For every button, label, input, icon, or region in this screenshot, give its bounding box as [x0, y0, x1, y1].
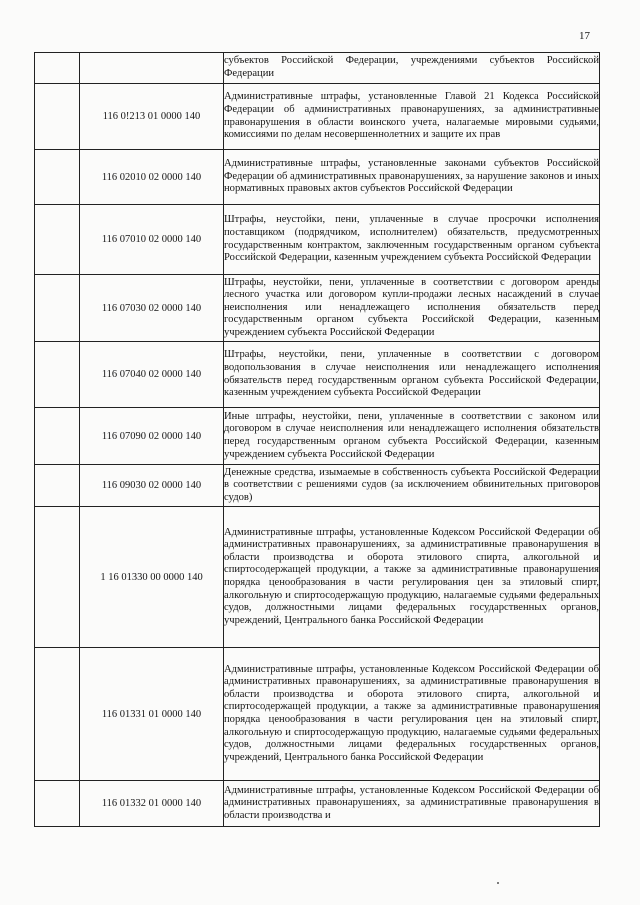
table-row	[35, 205, 600, 275]
table-row	[35, 84, 600, 150]
code-cell: 116 0!213 01 0000 140	[80, 84, 224, 150]
description-cell: Административные штрафы, установленные Кодексом Российской Федерации об административных правонарушениях, за административные правонарушения в области производства и оборота этилового спирта, алкогольной и спиртосодержащей продукции, а также за административные правонарушения порядка ценообразования в части регулирования цен на этиловый спирт, алкогольную и спиртосодержащую продукцию, налагаемые судьями федеральных судов, должностными лицами федеральных государственных органов, учреждений, Центрального банка Российской Федерации	[224, 648, 600, 781]
page-number: 17	[579, 30, 590, 42]
description-cell: Штрафы, неустойки, пени, уплаченные в соответствии с договором аренды лесного участка или договором купли-продажи лесных насаждений в случае неисполнения или ненадлежащего исполнения обязательств перед государственным органом субъекта Российской Федерации, казенным учреждением субъекта Российской Федерации	[224, 275, 600, 342]
description-cell: Административные штрафы, установленные Главой 21 Кодекса Российской Федерации об административных правонарушениях, за административные правонарушения в области воинского учета, налагаемые мировыми судьями, комиссиями по делам несовершеннолетних и защите их прав	[224, 84, 600, 150]
empty-cell	[35, 781, 80, 827]
empty-cell	[35, 275, 80, 342]
empty-cell	[35, 408, 80, 465]
description-cell: Штрафы, неустойки, пени, уплаченные в соответствии с договором водопользования в случае неисполнения или ненадлежащего исполнения обязательств перед государственным органом субъекта Российской Федерации, казенным учреждением субъекта Российской Федерации	[224, 342, 600, 408]
code-cell: 116 07010 02 0000 140	[80, 205, 224, 275]
code-cell: 116 01332 01 0000 140	[80, 781, 224, 827]
description-cell: Иные штрафы, неустойки, пени, уплаченные в соответствии с законом или договором в случае неисполнения или ненадлежащего исполнения обязательств перед государственным органом субъекта Российской Федерации, казенным учреждением субъекта Российской Федерации	[224, 408, 600, 465]
empty-cell	[35, 465, 80, 507]
code-cell: 116 07090 02 0000 140	[80, 408, 224, 465]
scan-speck	[497, 882, 499, 884]
empty-cell	[35, 342, 80, 408]
description-cell: субъектов Российской Федерации, учреждениями субъектов Российской Федерации	[224, 53, 600, 84]
description-cell: Штрафы, неустойки, пени, уплаченные в случае просрочки исполнения поставщиком (подрядчиком, исполнителем) обязательств, предусмотренных государственным контрактом, заключенным государственным органом субъекта Российской Федерации, казенным учреждением субъекта Российской Федерации	[224, 205, 600, 275]
table-row	[35, 648, 600, 781]
empty-cell	[35, 84, 80, 150]
empty-cell	[35, 648, 80, 781]
table-row	[35, 507, 600, 648]
revenue-codes-table	[34, 52, 600, 827]
code-cell	[80, 53, 224, 84]
description-cell: Административные штрафы, установленные законами субъектов Российской Федерации об административных правонарушениях, за нарушение законов и иных нормативных правовых актов субъектов Российской Федерации	[224, 150, 600, 205]
description-cell: Административные штрафы, установленные Кодексом Российской Федерации об административных правонарушениях, за административные правонарушения в области производства и	[224, 781, 600, 827]
description-cell: Административные штрафы, установленные Кодексом Российской Федерации об административных правонарушениях, за административные правонарушения в области производства и оборота этилового спирта, алкогольной и спиртосодержащей продукции, а также за административные правонарушения порядка ценообразования в части регулирования цен за этиловый спирт, алкогольную и спиртосодержащую продукцию, налагаемые судьями федеральных судов, должностными лицами федеральных государственных органов, учреждений, Центрального банка Российской Федерации	[224, 507, 600, 648]
table-row	[35, 53, 600, 84]
code-cell: 1 16 01330 00 0000 140	[80, 507, 224, 648]
table-row	[35, 150, 600, 205]
table-row	[35, 275, 600, 342]
table-row	[35, 408, 600, 465]
description-cell: Денежные средства, изымаемые в собственность субъекта Российской Федерации в соответствии с решениями судов (за исключением обвинительных приговоров судов)	[224, 465, 600, 507]
code-cell: 116 07030 02 0000 140	[80, 275, 224, 342]
table-row	[35, 781, 600, 827]
code-cell: 116 07040 02 0000 140	[80, 342, 224, 408]
empty-cell	[35, 205, 80, 275]
code-cell: 116 01331 01 0000 140	[80, 648, 224, 781]
table-row	[35, 465, 600, 507]
empty-cell	[35, 53, 80, 84]
empty-cell	[35, 150, 80, 205]
empty-cell	[35, 507, 80, 648]
code-cell: 116 09030 02 0000 140	[80, 465, 224, 507]
code-cell: 116 02010 02 0000 140	[80, 150, 224, 205]
table-row	[35, 342, 600, 408]
